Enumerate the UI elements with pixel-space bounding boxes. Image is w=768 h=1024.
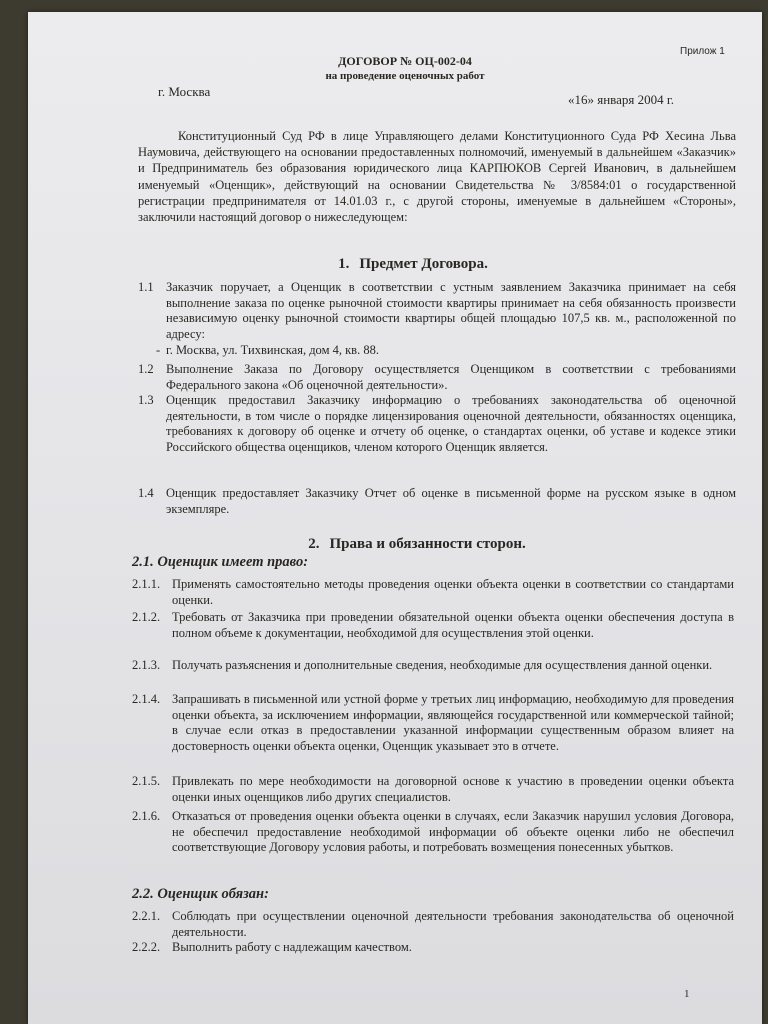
contract-city: г. Москва <box>158 84 211 99</box>
clause-number: 2.1.6. <box>132 809 161 823</box>
contract-title: ДОГОВОР № ОЦ-002-04 <box>338 54 472 68</box>
section-2-heading <box>50 536 768 553</box>
clause-number: - <box>156 343 161 357</box>
clause-text: Получать разъяснения и дополнительные сведения, необходимые для осуществления данной оценки. <box>172 658 713 672</box>
clause-number: 1.4 <box>138 486 154 500</box>
contract-date: «16» января 2004 г. <box>568 92 675 107</box>
clause-text: Применять самостоятельно методы проведения оценки объекта оценки в соответствии со стандартами оценки. <box>172 577 734 607</box>
clause-text: Выполнить работу с надлежащим качеством. <box>172 940 412 954</box>
preamble-paragraph: Конституционный Суд РФ в лице Управляющего делами Конституционного Суда РФ Хесина Льва Наумовича, действующего на основании предоставленных полномочий, именуемый в дальнейшем «Заказчик» и Предприниматель без образования юридического лица КАРПЮКОВ Сергей Иванович, в дальнейшем именуемый «Оценщик», действующий на основании Свидетельства № 3/8584:01 о государственной регистрации предпринимателя от 14.01.03 г., с другой стороны, именуемые в дальнейшем «Стороны», заключили настоящий договор о нижеследующем: <box>138 129 736 225</box>
clause-text: Требовать от Заказчика при проведении обязательной оценки объекта оценки обеспечения доступа в полном объеме к документации, необходимой для осуществления этой оценки. <box>172 610 734 640</box>
section-1-title: Предмет Договора. <box>359 256 488 272</box>
clause-text: г. Москва, ул. Тихвинская, дом 4, кв. 88. <box>166 343 379 357</box>
clause-text: Соблюдать при осуществлении оценочной деятельности требования законодательства об оценочной деятельности. <box>172 909 734 939</box>
section-1-heading <box>46 256 768 273</box>
clause-number: 2.1.5. <box>132 774 161 788</box>
clause-number: 1.3 <box>138 393 154 407</box>
clause-text: Заказчик поручает, а Оценщик в соответствии с устным заявлением Заказчика принимает на себя выполнение заказа по оценке рыночной стоимости квартиры принимает на себя обязанность произвести независимую оценку рыночной стоимости квартиры общей площадью 107,5 кв. м., расположенной по адресу: <box>166 280 736 341</box>
clause-number: 2.2.1. <box>132 909 161 923</box>
clause-text: Отказаться от проведения оценки объекта оценки в случаях, если Заказчик нарушил условия Договора, не обеспечил предоставление необходимой информации об объекте оценки либо не обеспечил соответствующие Договору условия работы, и потребовать возмещения понесенных убытков. <box>172 809 734 854</box>
annex-label: Прилож 1 <box>680 46 725 57</box>
contract-subtitle: на проведение оценочных работ <box>325 70 485 82</box>
subsection-2-2-heading: 2.2. Оценщик обязан: <box>132 886 269 902</box>
clause-number: 2.1.3. <box>132 658 161 672</box>
clause-number: 2.1.1. <box>132 577 161 591</box>
clause-text: Запрашивать в письменной или устной форме у третьих лиц информацию, необходимую для проведения оценки объекта, за исключением информации, являющейся государственной или коммерческой тайной; в случае если отказ в предоставлении указанной информации существенным образом влияет на достоверность оценки объекта оценки, Оценщик указывает это в отчете. <box>172 692 734 753</box>
clause-number: 1.2 <box>138 362 154 376</box>
section-2-number: 2. <box>308 536 320 552</box>
clause-number: 2.1.2. <box>132 610 161 624</box>
clause-text: Привлекать по мере необходимости на договорной основе к участию в проведении оценки объекта оценки иных оценщиков либо других специалистов. <box>172 774 734 804</box>
clause-text: Выполнение Заказа по Договору осуществляется Оценщиком в соответствии с требованиями Федерального закона «Об оценочной деятельности». <box>166 362 736 392</box>
document-page <box>28 12 762 1024</box>
clause-number: 2.2.2. <box>132 940 161 954</box>
clause-text: Оценщик предоставляет Заказчику Отчет об оценке в письменной форме на русском языке в одном экземпляре. <box>166 486 736 516</box>
clause-text: Оценщик предоставил Заказчику информацию о требованиях законодательства об оценочной деятельности, в том числе о порядке лицензирования оценочной деятельности, обязанностях оценщика, требованиях к договору об оценке и отчету об оценке, о стандартах оценки, об уставе и кодексе этики Российского общества оценщиков, членом которого Оценщик является. <box>166 393 736 454</box>
section-1-number: 1. <box>338 256 350 272</box>
page-number: 1 <box>684 988 690 1000</box>
clause-number: 2.1.4. <box>132 692 161 706</box>
section-2-title: Права и обязанности сторон. <box>329 536 526 552</box>
subsection-2-1-heading: 2.1. Оценщик имеет право: <box>132 554 309 570</box>
clause-number: 1.1 <box>138 280 154 294</box>
